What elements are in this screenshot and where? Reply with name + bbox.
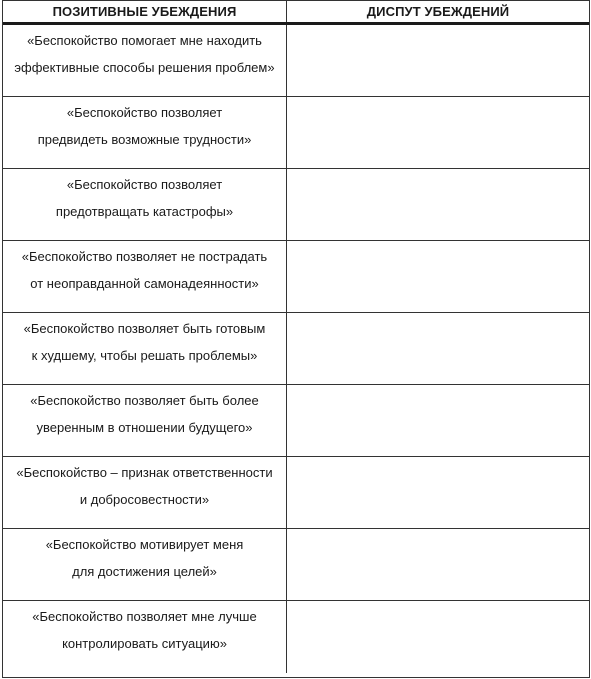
positive-belief-cell (3, 25, 287, 96)
belief-text-line: от неоправданной самонадеянности» (30, 276, 259, 291)
header-positive-beliefs: ПОЗИТИВНЫЕ УБЕЖДЕНИЯ (3, 1, 287, 22)
table-row (3, 25, 589, 97)
table-body (3, 25, 589, 673)
table-row (3, 457, 589, 529)
belief-text-line: предотвращать катастрофы» (55, 204, 234, 219)
dispute-cell[interactable] (287, 169, 589, 240)
belief-text-line: предвидеть возможные трудности» (37, 132, 252, 147)
belief-text-line: эффективные способы решения проблем» (14, 60, 275, 75)
belief-text-line: и добросовестности» (79, 492, 210, 507)
belief-text-line: «Беспокойство позволяет (66, 105, 223, 120)
dispute-cell[interactable] (287, 313, 589, 384)
table-row (3, 313, 589, 385)
table-row (3, 169, 589, 241)
table-header (3, 1, 589, 25)
belief-text-line: «Беспокойство позволяет мне лучше (32, 609, 257, 624)
dispute-cell[interactable] (287, 457, 589, 528)
belief-text-line: уверенным в отношении будущего» (36, 420, 253, 435)
positive-belief-cell (3, 241, 287, 312)
dispute-cell[interactable] (287, 97, 589, 168)
belief-text-line: к худшему, чтобы решать проблемы» (31, 348, 258, 363)
table-row (3, 97, 589, 169)
table-row (3, 241, 589, 313)
belief-text-line: «Беспокойство – признак ответственности (16, 465, 273, 480)
belief-text-line: для достижения целей» (72, 564, 217, 579)
belief-text-line: контролировать ситуацию» (62, 636, 227, 651)
dispute-cell[interactable] (287, 529, 589, 600)
positive-belief-cell (3, 457, 287, 528)
positive-belief-cell (3, 169, 287, 240)
table-row (3, 385, 589, 457)
belief-text-line: «Беспокойство позволяет не пострадать (21, 249, 268, 264)
belief-text-line: «Беспокойство помогает мне находить (27, 33, 262, 48)
dispute-cell[interactable] (287, 241, 589, 312)
positive-belief-cell (3, 97, 287, 168)
table-row (3, 601, 589, 673)
positive-belief-cell (3, 313, 287, 384)
dispute-cell[interactable] (287, 601, 589, 673)
belief-text-line: «Беспокойство позволяет (66, 177, 223, 192)
header-belief-dispute: ДИСПУТ УБЕЖДЕНИЙ (366, 4, 510, 19)
positive-belief-cell (3, 529, 287, 600)
dispute-cell[interactable] (287, 385, 589, 456)
table-row (3, 529, 589, 601)
belief-text-line: «Беспокойство позволяет быть готовым (23, 321, 266, 336)
belief-text-line: «Беспокойство мотивирует меня (45, 537, 244, 552)
positive-belief-cell (3, 601, 287, 673)
belief-text-line: «Беспокойство позволяет быть более (30, 393, 259, 408)
positive-belief-cell (3, 385, 287, 456)
dispute-cell[interactable] (287, 25, 589, 96)
beliefs-table (2, 0, 590, 678)
